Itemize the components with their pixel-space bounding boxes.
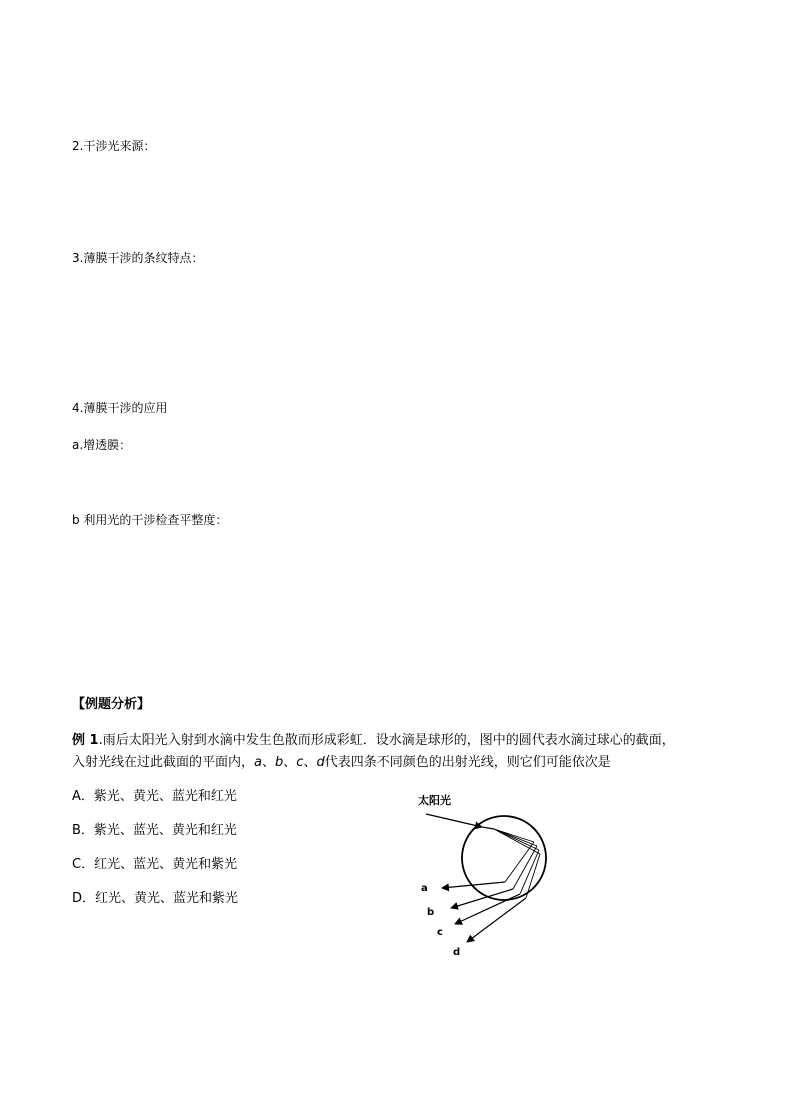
section-fringe-features: 3.薄膜干涉的条纹特点： xyxy=(72,251,204,265)
incident-ray-continuation xyxy=(482,827,494,829)
rainbow-droplet-figure xyxy=(410,785,560,965)
option-b: B．紫光、蓝光、黄光和红光 xyxy=(72,823,237,838)
section-flatness-check: b 利用光的干涉检查平整度： xyxy=(72,513,228,527)
water-droplet xyxy=(462,816,546,900)
option-a: A．紫光、黄光、蓝光和红光 xyxy=(72,789,237,804)
question-1-line-2: 入射光线在过此截面的平面内，a、b、c、d代表四条不同颜色的出射光线，则它们可能依次是 xyxy=(72,755,611,770)
ray-label-c: c xyxy=(437,927,443,938)
example-heading: 【例题分析】 xyxy=(72,697,151,712)
section-antireflection-film: a.增透膜： xyxy=(72,438,132,452)
option-d: D．红光、黄光、蓝光和紫光 xyxy=(72,891,239,906)
sunlight-label: 太阳光 xyxy=(418,794,451,807)
ray-label-a: a xyxy=(421,883,428,894)
question-1-line-1 xyxy=(72,729,675,748)
option-c: C．红光、蓝光、黄光和紫光 xyxy=(72,857,238,872)
ray-label-b: b xyxy=(427,907,435,918)
section-interference-source: 2.干涉光来源： xyxy=(72,139,156,153)
exit-rays xyxy=(442,882,526,942)
ray-label-d: d xyxy=(453,947,461,958)
incident-ray xyxy=(426,814,482,827)
question-label: 例 1 xyxy=(72,733,99,748)
exit-ray-b xyxy=(451,889,513,908)
question-text: .雨后太阳光入射到水滴中发生色散而形成彩虹．设水滴是球形的，图中的圆代表水滴过球心的截面， xyxy=(98,733,675,748)
section-applications: 4.薄膜干涉的应用 xyxy=(72,401,168,415)
